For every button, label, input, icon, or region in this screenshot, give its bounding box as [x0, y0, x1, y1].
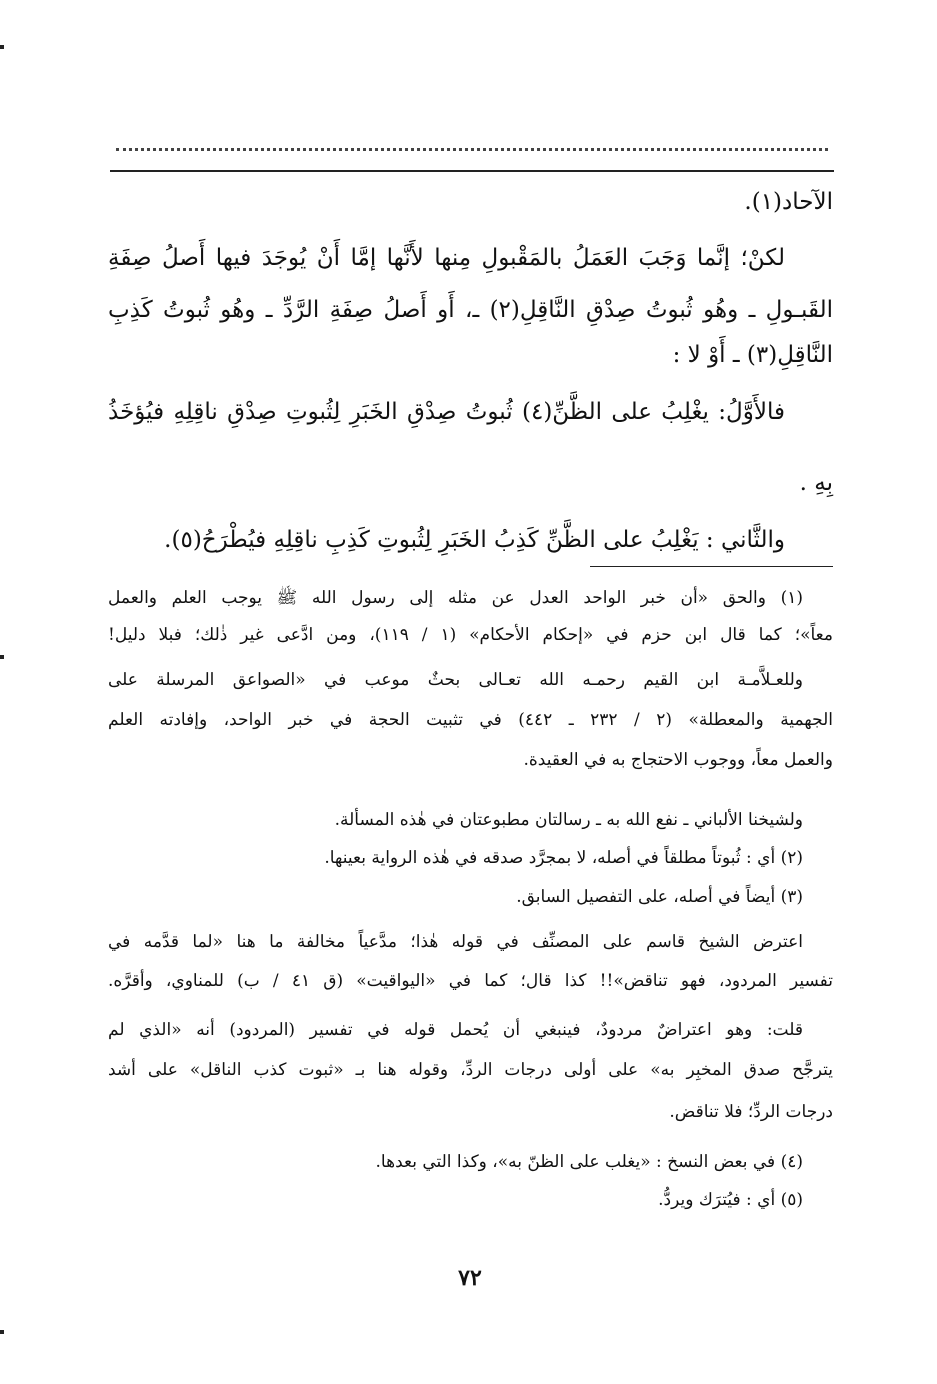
main-line: فالأَوَّلُ: يغْلِبُ على الظَّنِّ(٤) ثُبوتُ صِدْقِ الخَبَرِ لِثُبوتِ صِدْقِ ناقِلِهِ فيُؤخَذُ — [108, 399, 785, 425]
footnote-line: معاً»؛ كما قال ابن حزم في «إحكام الأحكام» (١ / ١١٩)، ومن ادَّعى غير ذٰلك؛ فبلا دليل! — [108, 625, 833, 645]
footnote-separator — [590, 566, 833, 567]
footnote-line: اعترض الشيخ قاسم على المصنِّف في قوله هٰذا؛ مدَّعياً مخالفة ما هنا «لما قدَّمه في — [108, 932, 803, 952]
main-line: النَّاقِلِ(٣) ـ أَوْ لا : — [672, 342, 833, 368]
scan-mark — [0, 655, 4, 659]
header-rule — [110, 170, 834, 172]
main-line: والثَّاني : يَغْلِبُ على الظَّنِّ كَذِبُ الخَبَرِ لِثُبوتِ كَذِبِ ناقِلِهِ فيُطْرَحُ(٥). — [164, 527, 785, 553]
footnote-line: ولشيخنا الألباني ـ نفع الله به ـ رسالتان مطبوعتان في هٰذه المسألة. — [334, 810, 803, 830]
footnote-line: (٤) في بعض النسخ : «يغلب على الظنّ به»، وكذا التي بعدها. — [375, 1152, 803, 1172]
footnote-line: (٣) أيضاً في أصله، على التفصيل السابق. — [516, 887, 803, 907]
header-dotted-rule — [116, 148, 828, 151]
footnote-line: (١) والحق «أن خبر الواحد العدل عن مثله إلى رسول الله ﷺ يوجب العلم والعمل — [108, 588, 803, 608]
footnote-line: (٥) أي : فيُترَك ويردُّ. — [658, 1190, 803, 1210]
footnote-line: يترجَّح صدق المخبِر به» على أولى درجات الردِّ، وقوله هنا بـ «ثبوت كذب الناقل» على أشد — [108, 1060, 833, 1080]
footnote-line: الجهمية والمعطلة» (٢ / ٢٣٢ ـ ٤٤٢) في تثبيت الحجة في خبر الواحد، وإفادته العلم — [108, 710, 833, 730]
footnote-line: قلت: وهو اعتراضٌ مردودٌ، فينبغي أن يُحمل قوله في تفسير (المردود) أنه «الذي لم — [108, 1020, 803, 1040]
footnote-line: وللعـلاَّمـة ابن القيم رحمـه الله تعـالى بحثٌ موعب في «الصواعق المرسلة على — [108, 670, 803, 690]
footnote-line: (٢) أي : ثُبوتاً مطلقاً في أصله، لا بمجرَّد صدقه في هٰذه الرواية بعينها. — [324, 848, 803, 868]
footnote-line: درجات الردِّ؛ فلا تناقض. — [669, 1102, 833, 1122]
scan-mark — [0, 45, 4, 49]
footnote-line: والعمل معاً، ووجوب الاحتجاج به في العقيدة. — [523, 750, 833, 770]
main-line: بِهِ . — [799, 470, 833, 496]
main-line: لكنْ؛ إنَّما وَجَبَ العَمَلُ بالمَقْبولِ مِنها لأَنَّها إمَّا أَنْ يُوجَدَ فيها أَصلُ صِفَةِ — [108, 245, 785, 271]
scan-mark — [0, 1330, 4, 1334]
footnote-line: تفسير المردود، فهو تناقض»!! كذا قال؛ كما في «اليواقيت» (ق ٤١ / ب) للمناوي، وأقرَّه. — [108, 971, 833, 991]
main-line: القَبـولِ ـ وهُو ثُبوتُ صِدْقِ النَّاقِلِ(٢) ـ، أَو أَصلُ صِفَةِ الرَّدِّ ـ وهُو ثُبوتُ كَذِبِ — [108, 297, 833, 323]
main-line: الآحاد(١). — [744, 189, 833, 215]
page-number: ٧٢ — [458, 1265, 482, 1291]
